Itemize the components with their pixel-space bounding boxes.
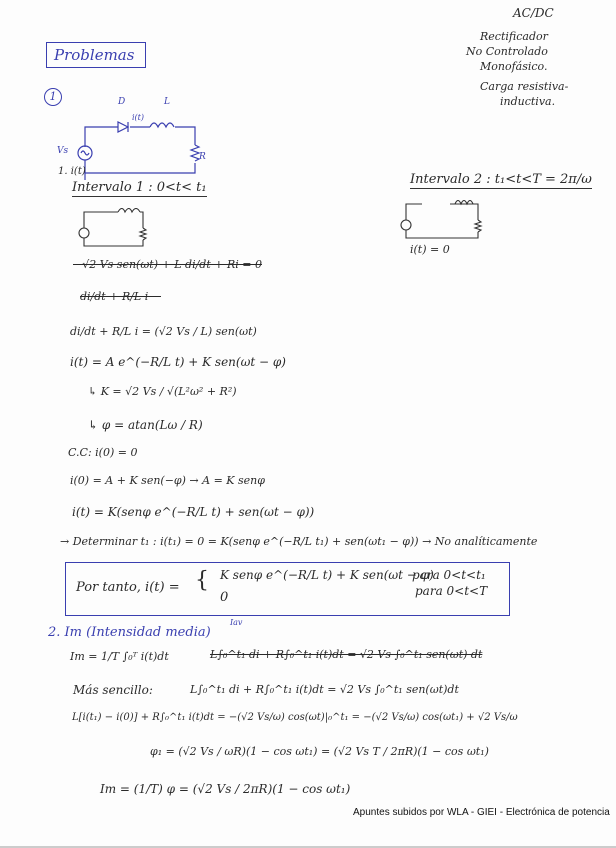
interval1-circuit [78, 208, 148, 250]
section2-heading-sup: Iav [230, 618, 243, 627]
resistor-label: R [199, 152, 206, 162]
brace: { [195, 568, 209, 593]
struck-equation: −√2 Vs sen(ωt) + L di/dt + Ri = 0 [73, 258, 262, 271]
equation: i(t) = K(senφ e^(−R/L t) + sen(ωt − φ)) [72, 505, 315, 519]
section1-heading: 1. i(t) [58, 166, 86, 177]
case2-condition: para 0<t<T [415, 584, 488, 598]
topic-line: No Controlado [466, 45, 548, 58]
equation: i(0) = A + K sen(−φ) → A = K senφ [70, 474, 265, 487]
case1-expression: K senφ e^(−R/L t) + K sen(ωt − φ) [220, 568, 434, 582]
source-label: Vs [57, 146, 69, 156]
interval1-heading: Intervalo 1 : 0<t< t₁ [72, 180, 207, 195]
equation: L[i(t₁) − i(0)] + R∫₀^t₁ i(t)dt = −(√2 Vs/ω) cos(ωt)|₀^t₁ = −(√2 Vs/ω) cos(ωt₁) + √2 Vs/ω [72, 712, 518, 723]
determinar-line: → Determinar t₁ : i(t₁) = 0 = K(senφ e^(−R/L t₁) + sen(ωt₁ − φ)) → No analíticamente [60, 535, 538, 548]
interval2-result: i(t) = 0 [410, 243, 450, 256]
equation: Im = 1/T ∫₀ᵀ i(t)dt [70, 650, 169, 663]
equation: ↳ K = √2 Vs / √(L²ω² + R²) [88, 385, 237, 398]
equation: C.C: i(0) = 0 [68, 446, 138, 459]
equation: L∫₀^t₁ di + R∫₀^t₁ i(t)dt = √2 Vs ∫₀^t₁ sen(ωt)dt [190, 683, 459, 696]
topic-line: Carga resistiva- [480, 80, 569, 93]
case2-expression: 0 [220, 590, 229, 605]
struck-equation: di/dt + R/L i − [80, 290, 161, 303]
interval2-circuit [400, 200, 485, 242]
equation: Im = (1/T) φ = (√2 Vs / 2πR)(1 − cos ωt₁) [100, 782, 351, 796]
struck-equation: L∫₀^t₁ di + R∫₀^t₁ i(t)dt = √2 Vs ∫₀^t₁ sen(ωt) dt [210, 648, 483, 661]
topic-line: Rectificador [480, 30, 548, 43]
section2-heading: 2. Im (Intensidad media) [48, 625, 211, 640]
interval2-heading: Intervalo 2 : t₁<t<T = 2π/ω [410, 172, 592, 187]
current-label: i(t) [132, 113, 145, 122]
case1-condition: para 0<t<t₁ [412, 568, 486, 582]
inductor-label: L [164, 97, 170, 107]
por-tanto-label: Por tanto, i(t) = [76, 580, 180, 595]
equation: i(t) = A e^(−R/L t) + K sen(ωt − φ) [70, 355, 286, 369]
footer-credit: Apuntes subidos por WLA - GIEI - Electrónica de potencia [353, 807, 610, 818]
equation: φ₁ = (√2 Vs / ωR)(1 − cos ωt₁) = (√2 Vs T / 2πR)(1 − cos ωt₁) [150, 745, 489, 758]
topic-line: inductiva. [500, 95, 556, 108]
diode-label: D [118, 97, 126, 107]
problem-number: 1 [44, 88, 62, 106]
equation: di/dt + R/L i = (√2 Vs / L) sen(ωt) [70, 325, 257, 338]
topic-line: Monofásico. [480, 60, 548, 73]
subject-label: AC/DC [513, 6, 554, 20]
equation: ↳ φ = atan(Lω / R) [88, 418, 203, 432]
page-title: Problemas [54, 46, 135, 64]
mas-sencillo-label: Más sencillo: [73, 683, 153, 697]
